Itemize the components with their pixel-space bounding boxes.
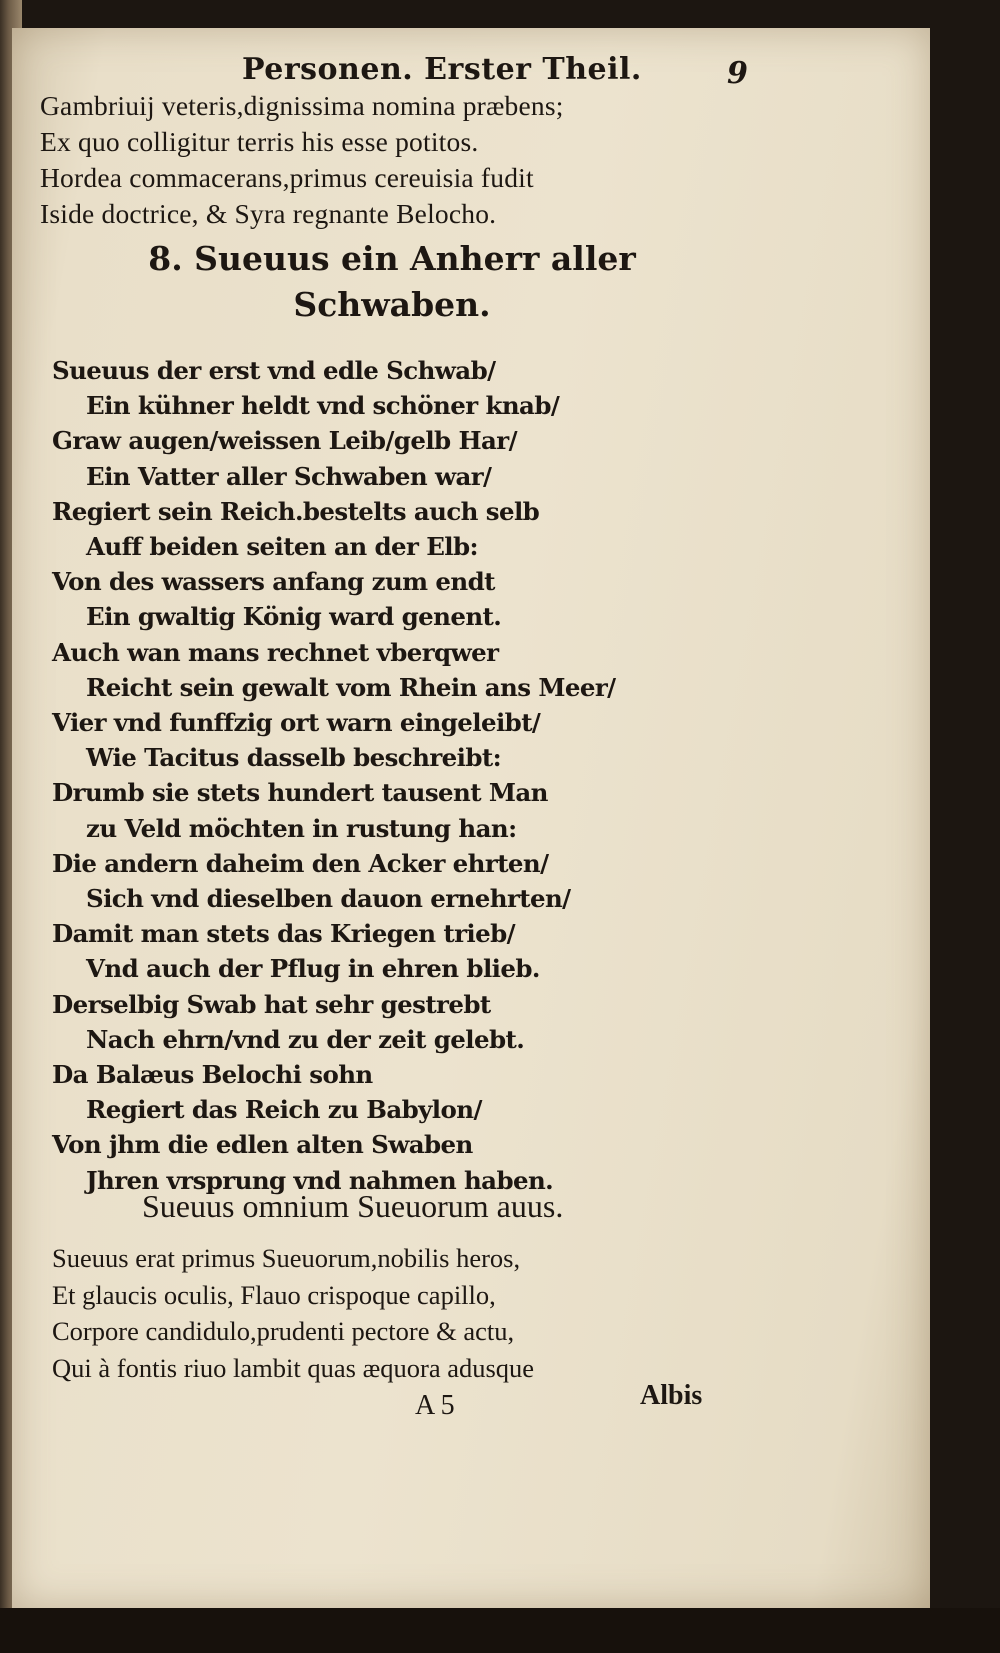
latin-verse-line: Iside doctrice, & Syra regnante Belocho. [40,198,497,229]
poem-line: Von jhm die edlen alten Swaben [52,1130,473,1160]
section-title-line1: 8. Sueuus ein Anherr aller [148,239,636,278]
latin-verse-line: Et glaucis oculis, Flauo crispoque capillo, [52,1279,496,1310]
poem-line: Derselbig Swab hat sehr gestrebt [52,989,491,1019]
poem-line: Regiert das Reich zu Babylon/ [86,1095,482,1125]
latin-verse-line: Ex quo colligitur terris his esse potitos. [40,126,479,157]
signature-mark: A 5 [415,1390,455,1421]
poem-line: Vnd auch der Pflug in ehren blieb. [86,954,540,984]
page-number: 9 [727,56,748,91]
latin-verse-line: Sueuus erat primus Sueuorum,nobilis heros, [52,1243,521,1273]
poem-line: Sueuus der erst vnd edle Schwab/ [52,356,496,385]
poem-line: Von des wassers anfang zum endt [52,567,495,597]
poem-line: Nach ehrn/vnd zu der zeit gelebt. [86,1024,525,1054]
poem-line: Drumb sie stets hundert tausent Man [52,778,548,808]
poem-line: Auff beiden seiten an der Elb: [86,532,478,562]
latin-verses-bottom [52,1240,692,1386]
latin-verses-top [40,88,660,232]
latin-title: Sueuus omnium Sueuorum auus. [142,1188,564,1224]
catchword: Albis [640,1380,703,1411]
latin-verse-line: Hordea commacerans,primus cereuisia fudit [40,162,534,193]
page-bottom-edge [0,1608,1000,1653]
book-page [12,28,930,1608]
german-poem [52,353,652,1198]
poem-line: Ein kühner heldt vnd schöner knab/ [86,391,560,421]
poem-line: Damit man stets das Kriegen trieb/ [52,919,515,949]
header-title: Personen. Erster Theil. [242,52,642,87]
poem-line: Regiert sein Reich.bestelts auch selb [52,496,540,526]
poem-line: Auch wan mans rechnet vberqwer [52,637,499,667]
poem-line: Graw augen/weissen Leib/gelb Har/ [52,426,517,456]
poem-line: Jhren vrsprung vnd nahmen haben. [86,1165,554,1195]
section-title [132,236,652,328]
poem-line: Da Balæus Belochi sohn [52,1060,373,1090]
latin-verse-line: Corpore candidulo,prudenti pectore & actu, [52,1316,515,1346]
latin-verse-line: Gambriuij veteris,dignissima nomina præbens; [40,90,564,121]
section-title-line2: Schwaben. [293,285,491,324]
poem-line: Wie Tacitus dasselb beschreibt: [86,743,502,773]
latin-verse-line: Qui à fontis riuo lambit quas æquora adusque [52,1352,535,1383]
poem-line: Ein gwaltig König ward genent. [86,602,502,632]
poem-line: Die andern daheim den Acker ehrten/ [52,848,549,878]
poem-line: Sich vnd dieselben dauon ernehrten/ [86,884,571,914]
poem-line: Vier vnd funffzig ort warn eingeleibt/ [52,708,541,738]
poem-line: Reicht sein gewalt vom Rhein ans Meer/ [86,672,616,702]
poem-line: zu Veld möchten in rustung han: [86,813,517,843]
poem-line: Ein Vatter aller Schwaben war/ [86,461,492,491]
